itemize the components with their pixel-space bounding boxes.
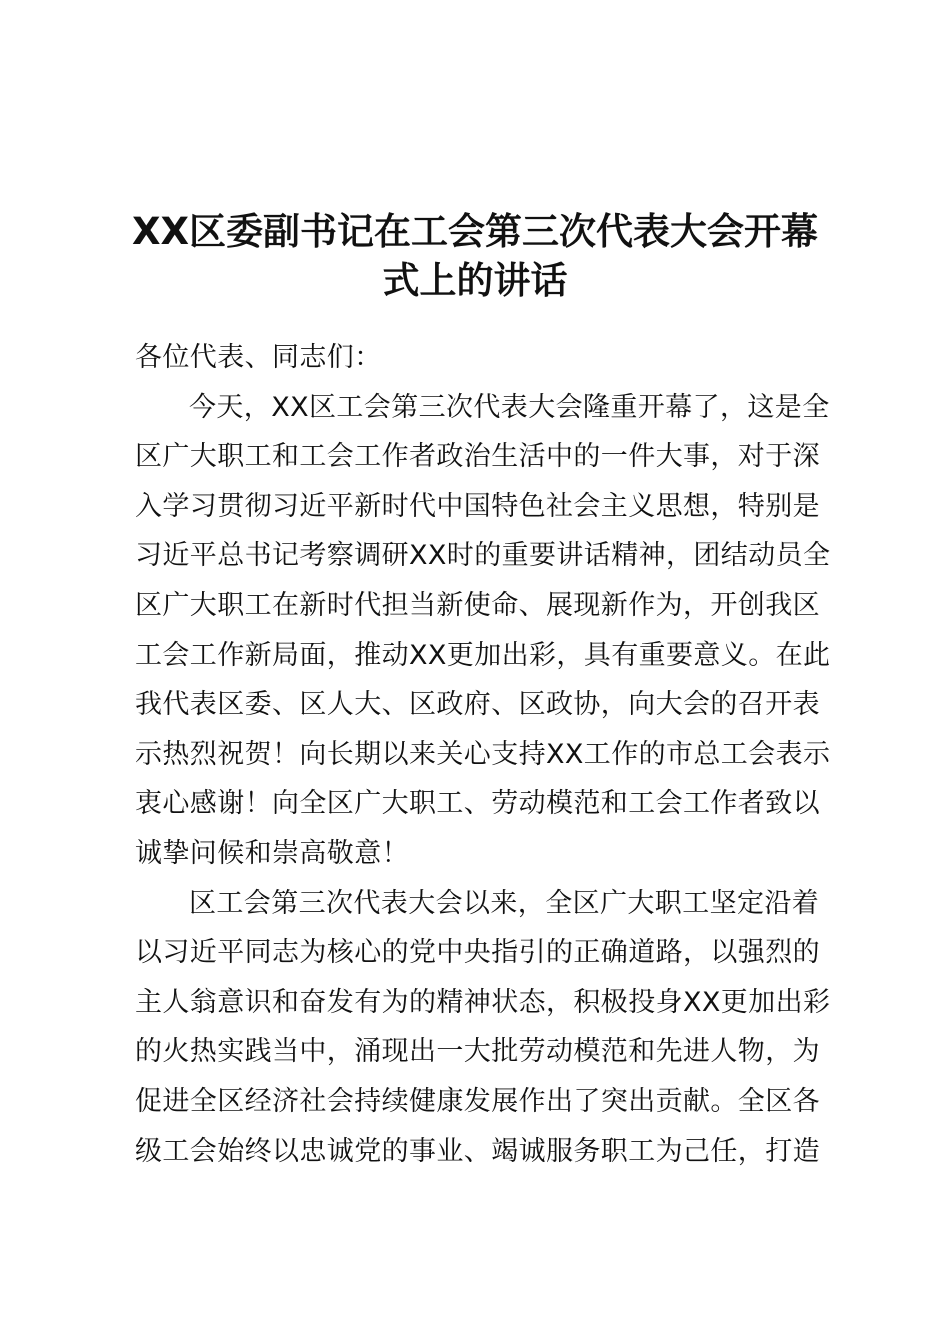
paragraph-line: 的火热实践当中，涌现出一大批劳动模范和先进人物，为 (135, 1036, 820, 1068)
document-title-line-2: 式上的讲话 (382, 259, 568, 302)
paragraph-line: 以习近平同志为核心的党中央指引的正确道路，以强烈的 (135, 937, 820, 969)
paragraph-line: 我代表区委、区人大、区政府、区政协，向大会的召开表 (135, 689, 820, 721)
paragraph-line: 工会工作新局面，推动XX更加出彩，具有重要意义。在此 (135, 639, 831, 671)
salutation: 各位代表、同志们： (135, 342, 382, 373)
paragraph-line: 区广大职工在新时代担当新使命、展现新作为，开创我区 (135, 589, 820, 621)
paragraph-2 (135, 879, 845, 1177)
paragraph-line: 入学习贯彻习近平新时代中国特色社会主义思想，特别是 (135, 490, 820, 522)
document-title-line-1: XX区委副书记在工会第三次代表大会开幕 (131, 210, 819, 253)
paragraph-line: 促进全区经济社会持续健康发展作出了突出贡献。全区各 (135, 1085, 820, 1117)
paragraph-line: 诚挚问候和崇高敬意！ (135, 837, 409, 869)
paragraph-line: 今天，XX区工会第三次代表大会隆重开幕了，这是全 (189, 391, 830, 423)
paragraph-1 (135, 383, 845, 879)
document-body (135, 333, 845, 1176)
paragraph-line: 主人翁意识和奋发有为的精神状态，积极投身XX更加出彩 (135, 986, 831, 1018)
paragraph-line: 区工会第三次代表大会以来，全区广大职工坚定沿着 (189, 887, 820, 919)
paragraph-line: 区广大职工和工会工作者政治生活中的一件大事，对于深 (135, 441, 820, 473)
paragraph-line: 级工会始终以忠诚党的事业、竭诚服务职工为己任，打造 (135, 1135, 820, 1167)
paragraph-line: 示热烈祝贺！向长期以来关心支持XX工作的市总工会表示 (135, 738, 831, 770)
paragraph-line: 习近平总书记考察调研XX时的重要讲话精神，团结动员全 (135, 540, 831, 572)
paragraph-line: 衷心感谢！向全区广大职工、劳动模范和工会工作者致以 (135, 788, 820, 820)
